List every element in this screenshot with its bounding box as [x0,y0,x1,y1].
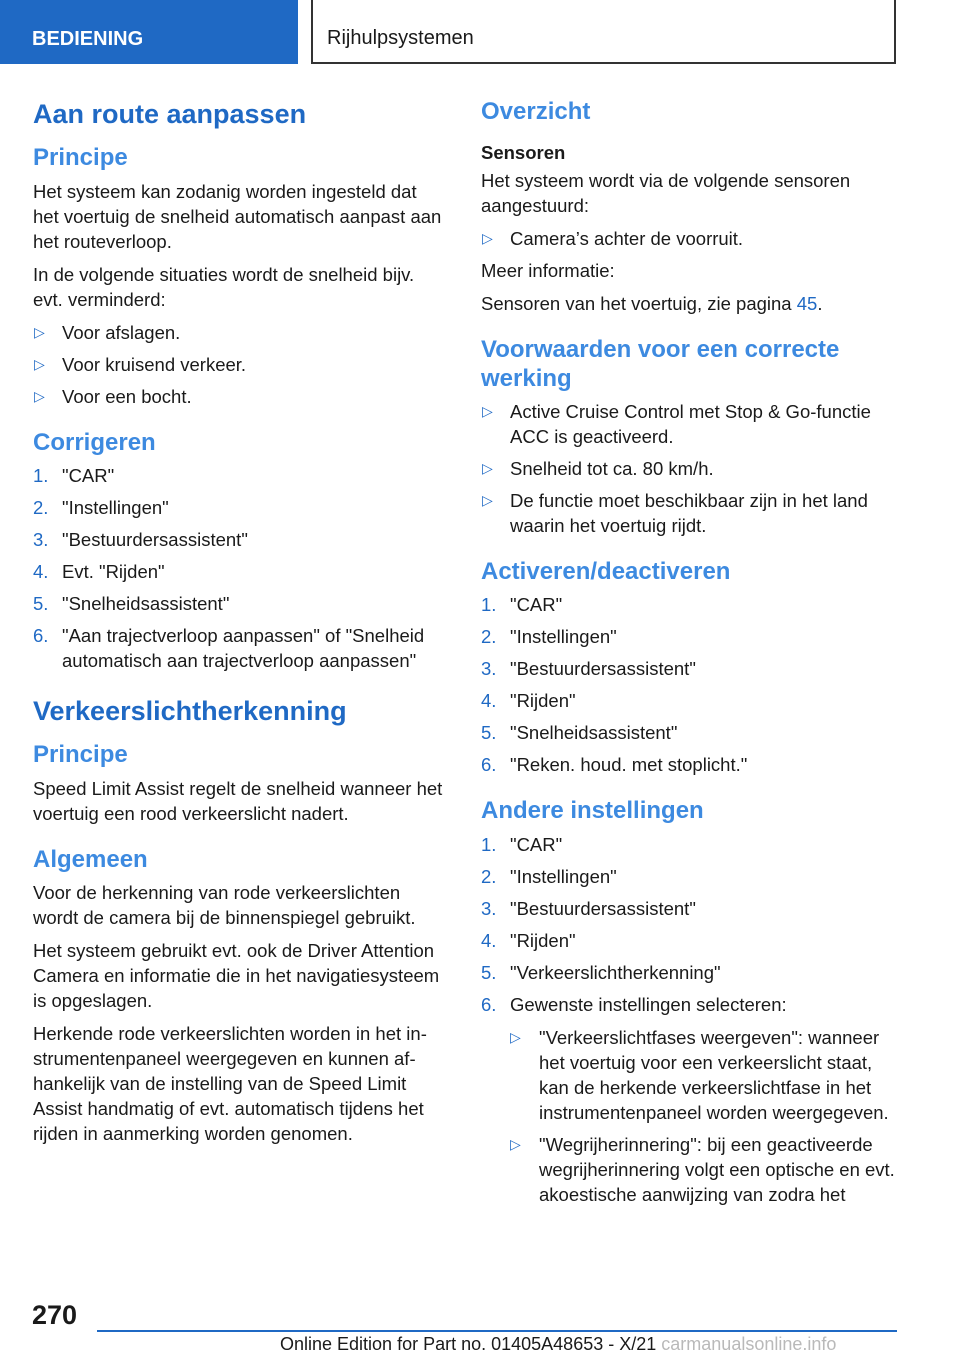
bullet-triangle-icon: ▷ [510,1028,521,1045]
heading-overview: Overzicht [481,98,591,125]
heading-traffic-light: Verkeerslichtherkenning [33,696,347,727]
step-item: 4. "Rijden" [481,929,576,951]
section-tab [0,0,298,64]
left-column [33,98,443,1154]
step-item: 4. Evt. "Rijden" [33,561,165,583]
chapter-header [311,0,896,64]
list-item: ▷ De functie moet beschikbaar zijn in het land waarin het voertuig rijdt. [482,489,868,536]
list-item: ▷ Voor een bocht. [34,385,192,407]
paragraph: Herkende rode verkeerslichten worden in het instrumentenpaneel weergegeven en kunnen afhankelijk van de instelling van de Speed Limit Assist handmatig of evt. automatisch tijdens het rijden in aanmerking worden genomen. [33,1023,427,1145]
paragraph: In de volgende situaties wordt de snelheid bijv. evt. verminderd: [33,263,415,310]
heading-other-settings: Andere instellingen [481,797,704,825]
list-item: ▷ Voor afslagen. [34,321,181,343]
sensors-list [481,226,901,251]
step-item: 6. "Aan trajectverloop aanpassen" of "Snelheid automatisch aan trajectverloop aanpassen" [33,625,425,672]
watermark-site: carmanualsonline.info [661,1334,837,1354]
heading-general: Algemeen [33,845,148,873]
step-item: 1. "CAR" [33,465,115,487]
other-steps [481,832,901,1207]
heading-conditions: Voorwaarden voor een correcte werking [481,336,840,392]
step-item: 2. "Instellingen" [481,865,617,887]
paragraph: Meer informatie: [481,260,615,282]
paragraph: Voor de herkenning van rode verkeerslichten wordt de camera bij de binnenspiegel gebruikt. [33,882,416,929]
step-item: 3. "Bestuurdersassistent" [33,529,248,551]
paragraph: Het systeem wordt via de volgende sensoren aangestuurd: [481,170,851,217]
page-number: 270 [32,1300,78,1330]
conditions-list [481,399,901,538]
bullet-triangle-icon: ▷ [34,387,45,404]
chapter-title: Rijhulpsystemen [327,27,474,49]
bullet-triangle-icon: ▷ [482,402,493,419]
paragraph: Speed Limit Assist regelt de snelheid wanneer het voertuig een rood verkeerslicht nadert. [33,777,443,824]
right-column [481,98,901,1214]
heading-correct: Corrigeren [33,428,156,456]
step-item: 3. "Bestuurdersassistent" [481,658,696,680]
edition-text: Online Edition for Part no. 01405A48653 - X/21 [280,1334,657,1354]
bullet-triangle-icon: ▷ [34,355,45,372]
page-reference-link[interactable]: 45 [796,293,818,315]
heading-sensors: Sensoren [481,142,566,164]
footer-rule [97,1330,897,1332]
heading-activate: Activeren/deactiveren [481,557,731,585]
step-item: 1. "CAR" [481,594,563,616]
section-label: BEDIENING [32,28,144,50]
step-item: 3. "Bestuurdersassistent" [481,897,696,919]
step-item: 5. "Verkeerslichtherkenning" [481,961,721,983]
situations-list [33,320,443,409]
heading-route-adapt: Aan route aanpassen [33,99,307,129]
paragraph: Het systeem gebruikt evt. ook de Driver Attention Camera en informatie die in het navigatiesysteem is opgeslagen. [33,940,440,1012]
heading-principle: Principe [33,144,128,172]
step-item: 2. "Instellingen" [481,626,617,648]
list-item: ▷ "Verkeerslichtfases weergeven": wanneer het voertuig voor een verkeerslicht staat, kan de herkende verkeerslichtfase in het instrumentenpaneel worden weergegeven. [510,1026,889,1123]
list-item: ▷ Active Cruise Control met Stop & Go-functie ACC is geactiveerd. [482,400,871,447]
reference-paragraph: Sensoren van het voertuig, zie pagina 45. [481,293,823,315]
paragraph: Het systeem kan zodanig worden ingesteld dat het voertuig de snelheid automatisch aanpast aan het routeverloop. [33,180,442,252]
bullet-triangle-icon: ▷ [510,1135,521,1152]
step-item: 4. "Rijden" [481,690,576,712]
bullet-triangle-icon: ▷ [34,323,45,340]
heading-principle: Principe [33,741,128,769]
list-item: ▷ Voor kruisend verkeer. [34,353,247,375]
step-item: 6. "Reken. houd. met stoplicht." [481,754,748,776]
list-item: ▷ Snelheid tot ca. 80 km/h. [482,457,714,479]
activate-steps [481,592,901,777]
footer-edition [280,1334,836,1355]
bullet-triangle-icon: ▷ [482,491,493,508]
step-item: 5. "Snelheidsassistent" [481,722,678,744]
step-item: 6. Gewenste instellingen selecteren: ▷ "Verkeerslichtfases weergeven": wanneer het voertuig voor een verkeerslicht staat, kan de herkende verkeerslichtfase in het instrumentenpaneel worden weergegeven. ▷ "Wegrijherinnering": bij een geactiveerde wegrijherinnering volgt een optische en evt. akoestische aanwijzing van zodra het [481,992,901,1207]
list-item: ▷ Camera’s achter de voorruit. [482,228,744,250]
step-item: 1. "CAR" [481,833,563,855]
step-item: 2. "Instellingen" [33,497,169,519]
step-item: 5. "Snelheidsassistent" [33,593,230,615]
bullet-triangle-icon: ▷ [482,459,493,476]
bullet-triangle-icon: ▷ [482,230,493,247]
sub-settings-list [510,1025,901,1207]
correct-steps [33,463,443,673]
list-item: ▷ "Wegrijherinnering": bij een geactiveerde wegrijherinnering volgt een optische en evt. akoestische aanwijzing van zodra het [510,1133,895,1205]
